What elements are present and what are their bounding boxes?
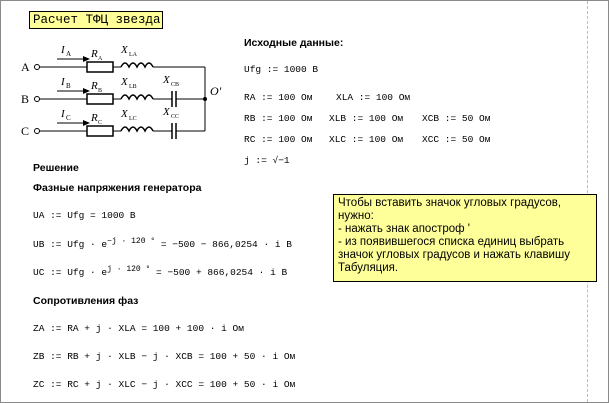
- inductor-a-label: X: [121, 44, 128, 56]
- resistor-b-sub: B: [98, 88, 103, 94]
- uc-equation-right: = −500 + 866,0254 · i В: [150, 267, 288, 279]
- voltages-header: Фазные напряжения генератора: [33, 182, 202, 194]
- inductor-b-sub: LB: [129, 84, 137, 90]
- xla-definition[interactable]: XLA := 100 Ом: [336, 92, 411, 103]
- inductor-b-label: X: [121, 76, 128, 88]
- capacitor-c-sub: CC: [171, 114, 180, 120]
- note-line-2: нужно:: [338, 210, 374, 222]
- j-definition[interactable]: j := √−1: [244, 155, 290, 166]
- ub-equation-right: = −500 − 866,0254 · i В: [155, 239, 292, 251]
- current-a-sub: A: [66, 50, 72, 58]
- ub-equation[interactable]: [33, 237, 292, 250]
- resistor-b-label: R: [91, 80, 98, 92]
- inductor-c-sub: LC: [129, 116, 137, 122]
- current-c-sub: C: [66, 114, 71, 122]
- worksheet-title[interactable]: Расчет ТФЦ звезда: [29, 11, 163, 29]
- note-line-4: - из появившегося списка единиц выбрать: [338, 236, 565, 248]
- zb-equation[interactable]: ZB := RB + j · XLB − j · XCB = 100 + 50 · i Ом: [33, 351, 296, 362]
- za-equation[interactable]: ZA := RA + j · XLA = 100 + 100 · i Ом: [33, 323, 244, 334]
- impedance-header: Сопротивления фаз: [33, 295, 139, 307]
- ua-equation[interactable]: UA := Ufg = 1000 В: [33, 210, 136, 221]
- inductor-a-sub: LA: [129, 52, 137, 58]
- resistor-a-sub: A: [98, 56, 103, 62]
- rc-definition[interactable]: RC := 100 Ом: [244, 134, 313, 145]
- rb-definition[interactable]: RB := 100 Ом: [244, 113, 313, 124]
- current-c-label: I: [61, 108, 65, 120]
- uc-equation-left: UC := Ufg · e: [33, 267, 108, 279]
- uc-equation[interactable]: [33, 265, 287, 278]
- ra-definition[interactable]: RA := 100 Ом: [244, 92, 313, 103]
- xcc-definition[interactable]: XCC := 50 Ом: [422, 134, 491, 145]
- xlc-definition[interactable]: XLC := 100 Ом: [329, 134, 404, 145]
- capacitor-b-sub: CB: [171, 82, 180, 88]
- current-a-label: I: [61, 44, 65, 56]
- neutral-point-label: O': [210, 84, 222, 98]
- capacitor-c-label: X: [163, 106, 170, 118]
- ub-equation-left: UB := Ufg · e: [33, 239, 108, 251]
- capacitor-b-label: X: [163, 74, 170, 86]
- ufg-definition[interactable]: Ufg := 1000 В: [244, 64, 319, 75]
- inductor-c-label: X: [121, 108, 128, 120]
- current-b-label: I: [61, 76, 65, 88]
- xcb-definition[interactable]: XCB := 50 Ом: [422, 113, 491, 124]
- input-data-header: Исходные данные:: [244, 37, 344, 49]
- solution-header: Решение: [33, 162, 79, 174]
- uc-exponent: j · 120 °: [107, 265, 151, 274]
- resistor-c-sub: C: [98, 120, 103, 126]
- resistor-a-label: R: [91, 48, 98, 60]
- phase-b-label: B: [21, 92, 30, 106]
- degree-hint-note[interactable]: [333, 194, 597, 282]
- note-line-3: - нажать знак апостроф ': [338, 223, 470, 235]
- phase-a-label: A: [21, 60, 30, 74]
- resistor-c-label: R: [91, 112, 98, 124]
- ub-exponent: −j · 120 °: [107, 237, 156, 246]
- circuit-diagram: [9, 33, 239, 153]
- note-line-5: значок угловых градусов и нажать клавишу: [338, 249, 570, 261]
- note-line-1: Чтобы вставить значок угловых градусов,: [338, 197, 562, 209]
- zc-equation[interactable]: ZC := RC + j · XLC − j · XCC = 100 + 50 · i Ом: [33, 379, 296, 390]
- note-line-6: Табуляция.: [338, 262, 399, 274]
- phase-c-label: C: [21, 124, 30, 138]
- current-b-sub: B: [66, 82, 71, 90]
- xlb-definition[interactable]: XLB := 100 Ом: [329, 113, 404, 124]
